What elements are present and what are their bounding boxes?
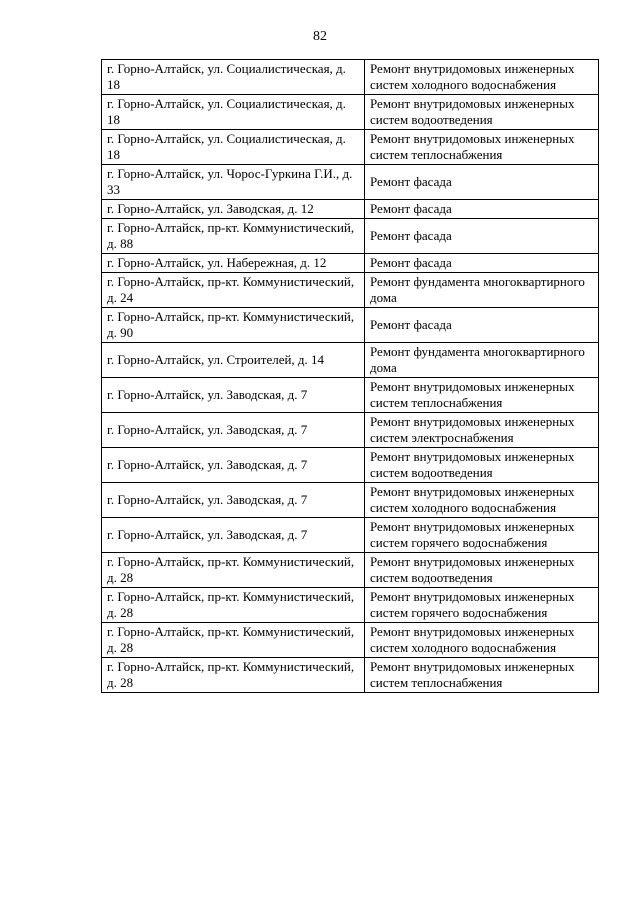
table-row xyxy=(102,343,599,378)
work-type-cell: Ремонт внутридомовых инженерных систем холодного водоснабжения xyxy=(365,623,599,658)
work-type-cell: Ремонт внутридомовых инженерных систем горячего водоснабжения xyxy=(365,518,599,553)
table-row xyxy=(102,588,599,623)
address-cell: г. Горно-Алтайск, ул. Заводская, д. 7 xyxy=(102,448,365,483)
address-cell: г. Горно-Алтайск, ул. Социалистическая, д. 18 xyxy=(102,60,365,95)
address-cell: г. Горно-Алтайск, ул. Социалистическая, д. 18 xyxy=(102,130,365,165)
work-type-cell: Ремонт внутридомовых инженерных систем холодного водоснабжения xyxy=(365,483,599,518)
address-cell: г. Горно-Алтайск, ул. Заводская, д. 7 xyxy=(102,413,365,448)
work-type-cell: Ремонт фасада xyxy=(365,254,599,273)
page-number: 82 xyxy=(313,29,327,44)
work-type-cell: Ремонт внутридомовых инженерных систем водоотведения xyxy=(365,553,599,588)
table-row xyxy=(102,308,599,343)
table-row xyxy=(102,518,599,553)
address-cell: г. Горно-Алтайск, ул. Социалистическая, д. 18 xyxy=(102,95,365,130)
table-row xyxy=(102,658,599,693)
work-type-cell: Ремонт фундамента многоквартирного дома xyxy=(365,273,599,308)
address-cell: г. Горно-Алтайск, ул. Набережная, д. 12 xyxy=(102,254,365,273)
work-type-cell: Ремонт внутридомовых инженерных систем теплоснабжения xyxy=(365,130,599,165)
work-type-cell: Ремонт внутридомовых инженерных систем теплоснабжения xyxy=(365,658,599,693)
address-cell: г. Горно-Алтайск, пр-кт. Коммунистический, д. 28 xyxy=(102,553,365,588)
table-row xyxy=(102,413,599,448)
address-cell: г. Горно-Алтайск, ул. Строителей, д. 14 xyxy=(102,343,365,378)
address-cell: г. Горно-Алтайск, ул. Заводская, д. 12 xyxy=(102,200,365,219)
work-type-cell: Ремонт внутридомовых инженерных систем горячего водоснабжения xyxy=(365,588,599,623)
work-type-cell: Ремонт фасада xyxy=(365,165,599,200)
address-cell: г. Горно-Алтайск, ул. Заводская, д. 7 xyxy=(102,483,365,518)
work-type-cell: Ремонт фундамента многоквартирного дома xyxy=(365,343,599,378)
table-row xyxy=(102,553,599,588)
address-cell: г. Горно-Алтайск, ул. Чорос-Гуркина Г.И., д. 33 xyxy=(102,165,365,200)
address-cell: г. Горно-Алтайск, пр-кт. Коммунистический, д. 28 xyxy=(102,658,365,693)
table-row xyxy=(102,130,599,165)
address-cell: г. Горно-Алтайск, пр-кт. Коммунистический, д. 28 xyxy=(102,623,365,658)
works-table-body xyxy=(102,60,599,693)
work-type-cell: Ремонт внутридомовых инженерных систем водоотведения xyxy=(365,448,599,483)
table-row xyxy=(102,378,599,413)
address-cell: г. Горно-Алтайск, ул. Заводская, д. 7 xyxy=(102,378,365,413)
table-row xyxy=(102,219,599,254)
table-row xyxy=(102,273,599,308)
address-cell: г. Горно-Алтайск, пр-кт. Коммунистический, д. 24 xyxy=(102,273,365,308)
table-row xyxy=(102,95,599,130)
address-cell: г. Горно-Алтайск, ул. Заводская, д. 7 xyxy=(102,518,365,553)
table-row xyxy=(102,60,599,95)
table-row xyxy=(102,483,599,518)
work-type-cell: Ремонт внутридомовых инженерных систем холодного водоснабжения xyxy=(365,60,599,95)
work-type-cell: Ремонт внутридомовых инженерных систем теплоснабжения xyxy=(365,378,599,413)
address-cell: г. Горно-Алтайск, пр-кт. Коммунистический, д. 90 xyxy=(102,308,365,343)
work-type-cell: Ремонт фасада xyxy=(365,308,599,343)
work-type-cell: Ремонт фасада xyxy=(365,200,599,219)
address-cell: г. Горно-Алтайск, пр-кт. Коммунистический, д. 88 xyxy=(102,219,365,254)
table-row xyxy=(102,165,599,200)
table-row xyxy=(102,200,599,219)
address-cell: г. Горно-Алтайск, пр-кт. Коммунистический, д. 28 xyxy=(102,588,365,623)
work-type-cell: Ремонт внутридомовых инженерных систем электроснабжения xyxy=(365,413,599,448)
work-type-cell: Ремонт фасада xyxy=(365,219,599,254)
works-table xyxy=(101,59,599,693)
table-row xyxy=(102,254,599,273)
work-type-cell: Ремонт внутридомовых инженерных систем водоотведения xyxy=(365,95,599,130)
table-row xyxy=(102,623,599,658)
table-row xyxy=(102,448,599,483)
